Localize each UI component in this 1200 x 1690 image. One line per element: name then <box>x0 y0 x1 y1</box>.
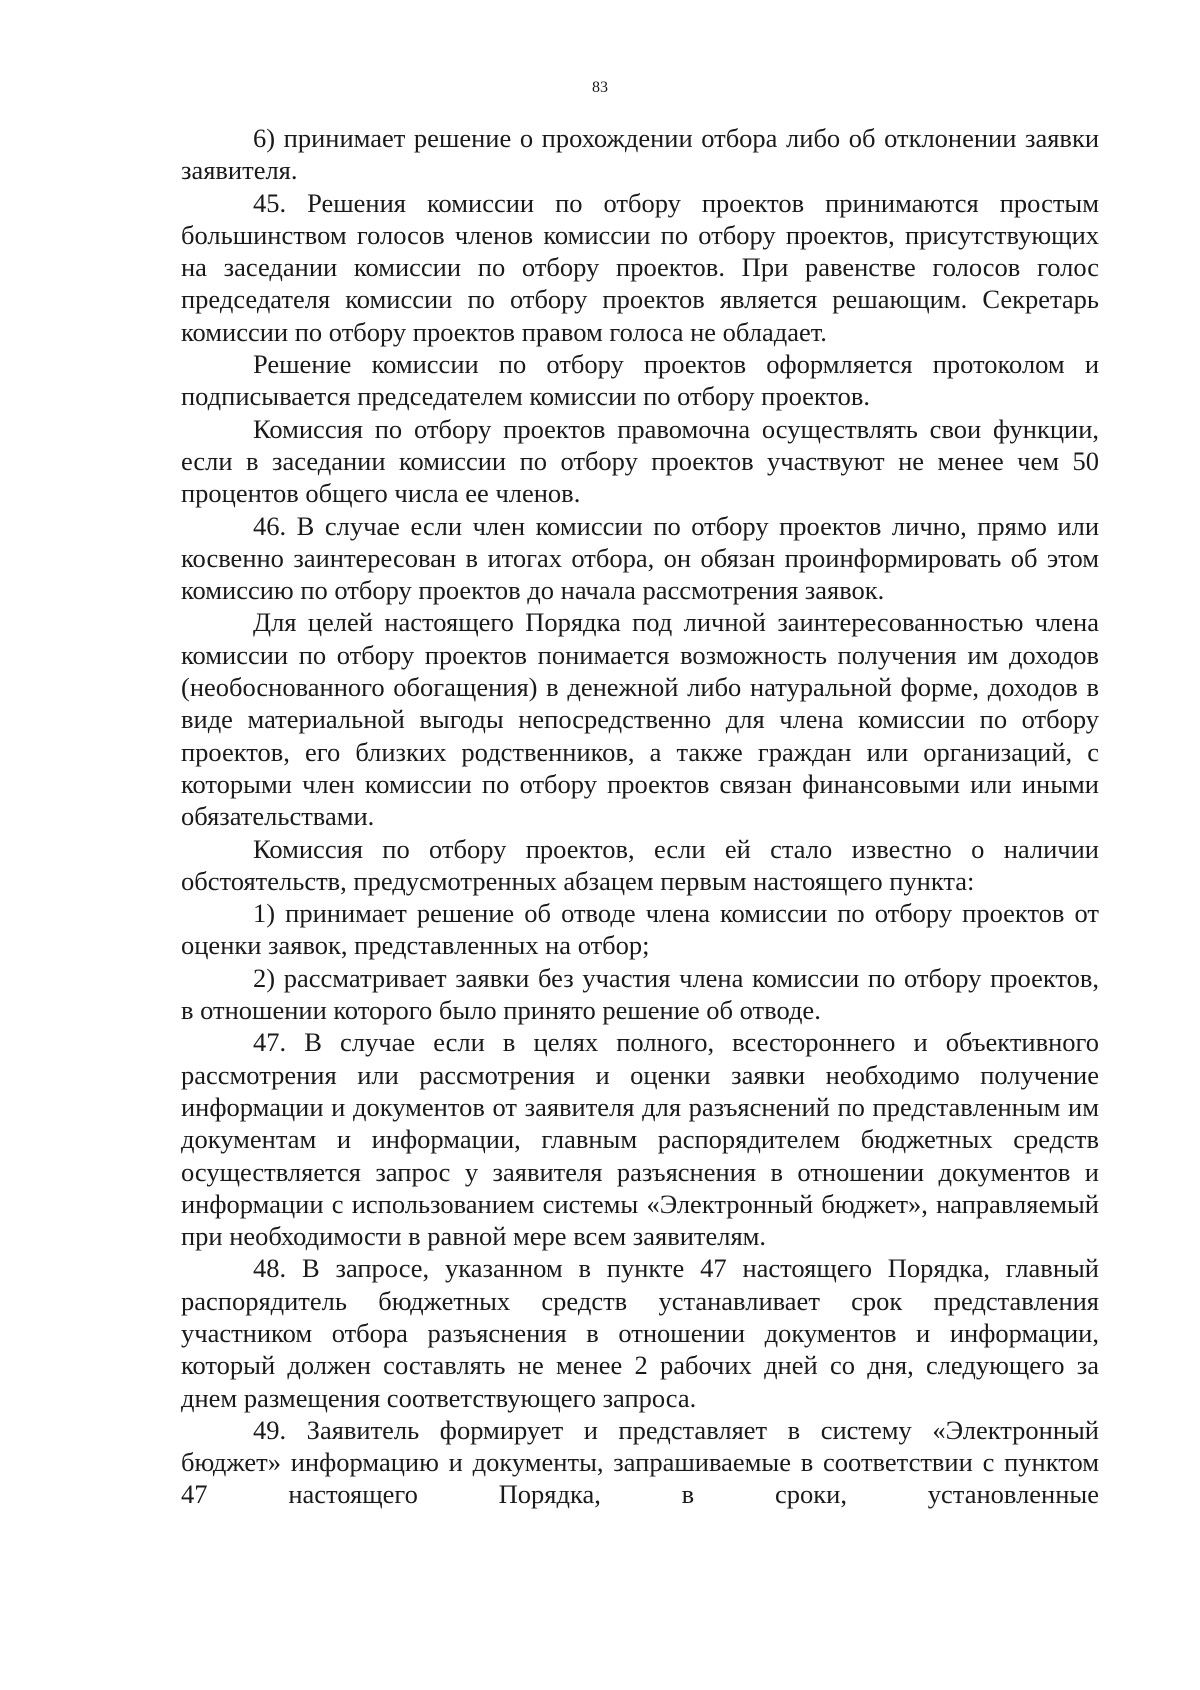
paragraph-48-deadline: 48. В запросе, указанном в пункте 47 настоящего Порядка, главный распорядитель бюджетных средств устанавливает срок представления участником отбора разъяснения в отношении документов и информации, который должен составлять не менее 2 рабочих дней со дня, следующего за днем размещения соответствующего запроса. <box>181 1253 1099 1413</box>
page-number: 83 <box>592 79 608 96</box>
paragraph-circumstances: Комиссия по отбору проектов, если ей стало известно о наличии обстоятельств, предусмотренных абзацем первым настоящего пункта: <box>181 833 1099 896</box>
paragraph-49-submission: 49. Заявитель формирует и представляет в систему «Электронный бюджет» информацию и документы, запрашиваемые в соответствии с пунктом 47 настоящего Порядка, в сроки, установленные <box>181 1414 1099 1510</box>
paragraph-45-voting: 45. Решения комиссии по отбору проектов принимаются простым большинством голосов членов комиссии по отбору проектов, присутствующих на заседании комиссии по отбору проектов. При равенстве голосов голос председателя комиссии по отбору проектов является решающим. Секретарь комиссии по отбору проектов правом голоса не обладает. <box>181 187 1099 347</box>
paragraph-item-1-recusal: 1) принимает решение об отводе члена комиссии по отбору проектов от оценки заявок, представленных на отбор; <box>181 898 1099 961</box>
paragraph-quorum: Комиссия по отбору проектов правомочна осуществлять свои функции, если в заседании комиссии по отбору проектов участвуют не менее чем 50 процентов общего числа ее членов. <box>181 413 1099 509</box>
paragraph-46-interest: 46. В случае если член комиссии по отбору проектов лично, прямо или косвенно заинтересован в итогах отбора, он обязан проинформировать об этом комиссию по отбору проектов до начала рассмотрения заявок. <box>181 510 1099 606</box>
document-body <box>181 122 1099 1511</box>
paragraph-item-2-review: 2) рассматривает заявки без участия члена комиссии по отбору проектов, в отношении которого было принято решение об отводе. <box>181 962 1099 1026</box>
paragraph-protocol: Решение комиссии по отбору проектов оформляется протоколом и подписывается председателем комиссии по отбору проектов. <box>181 349 1099 412</box>
paragraph-47-request: 47. В случае если в целях полного, всестороннего и объективного рассмотрения или рассмотрения и оценки заявки необходимо получение информации и документов от заявителя для разъяснений по представленным им документам и информации, главным распорядителем бюджетных средств осуществляется запрос у заявителя разъяснения в отношении документов и информации с использованием системы «Электронный бюджет», направляемый при необходимости в равной мере всем заявителям. <box>181 1027 1099 1252</box>
paragraph-interest-definition: Для целей настоящего Порядка под личной заинтересованностью члена комиссии по отбору проектов понимается возможность получения им доходов (необоснованного обогащения) в денежной либо натуральной форме, доходов в виде материальной выгоды непосредственно для члена комиссии по отбору проектов, его близких родственников, а также граждан или организаций, с которыми член комиссии по отбору проектов связан финансовыми или иными обязательствами. <box>181 607 1099 832</box>
paragraph-item-6-decision: 6) принимает решение о прохождении отбора либо об отклонении заявки заявителя. <box>181 123 1099 186</box>
